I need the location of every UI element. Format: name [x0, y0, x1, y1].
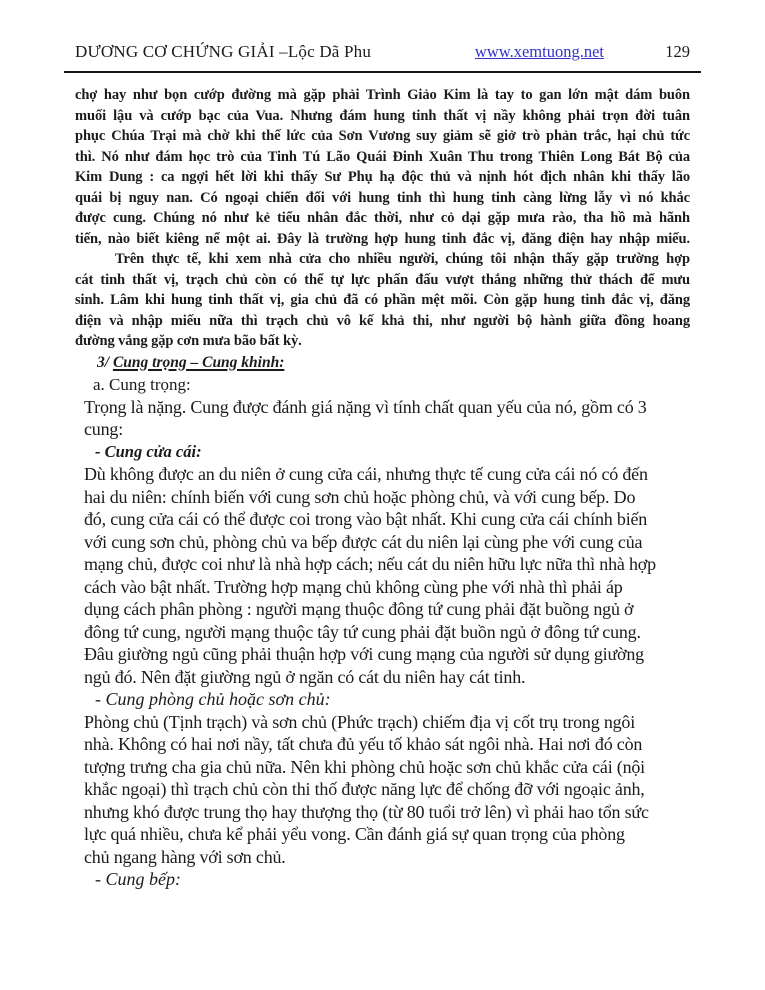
section-heading	[97, 352, 690, 374]
paragraph-line: quái bị nguy nan. Có ngoại chiến đối với hung tinh thì hung tinh càng lừng lẫy vì nó khắc	[75, 189, 690, 206]
paragraph-line: Dù không được an du niên ở cung cửa cái, nhưng thực tế cung cửa cái nó có đến	[84, 464, 648, 484]
paragraph-line: tiến, nào biết kiêng nể một ai. Đây là trường hợp hung tinh đắc vị, đăng điện hay nhập miếu.	[75, 230, 690, 247]
document-title: DƯƠNG CƠ CHỨNG GIẢI –Lộc Dã Phu	[75, 42, 372, 61]
heading-number: 3/	[97, 353, 113, 371]
paragraph-line: tượng trưng cha gia chủ nữa. Nên khi phòng chủ hoặc sơn chủ khắc cửa cái (nội	[84, 756, 645, 777]
paragraph-line: được cung. Chúng nó như kẻ tiểu nhân đắc thời, như cỏ dại gặp mưa rào, tha hồ mà hãnh	[75, 210, 690, 226]
paragraph-line: cát tinh thất vị, trạch chủ còn có thể tự lực phấn đấu vượt thắng những thử thách để mưu	[75, 271, 690, 288]
paragraph-line: Đâu giường ngủ cũng phải thuận hợp với cung mạng của người sử dụng giường	[84, 644, 644, 664]
paragraph-line: mạng chủ, được coi như là nhà hợp cách; nếu cát du niên hữu lực nữa thì nhà hợp	[84, 554, 656, 574]
paragraph-line: đường vắng gặp cơn mưa bão bất kỳ.	[75, 333, 302, 349]
paragraph-line: phục Chúa Trại mà chờ khi thế lức của Sơn Vương suy giảm sẽ giở trò phản trắc, hại chủ tức	[75, 128, 690, 144]
website-link[interactable]: www.xemtuong.net	[474, 42, 604, 61]
paragraph-line: sinh. Lâm khi hung tinh thất vị, gia chủ đã có phần mệt mõi. Còn gặp hung tinh đắc vị, đăng	[75, 292, 690, 308]
paragraph-line: hai du niên: chính biến với cung sơn chủ hoặc phòng chủ, và với cung bếp. Do	[84, 486, 636, 507]
bullet-heading: - Cung cửa cái:	[95, 441, 202, 461]
paragraph-line: đông tứ cung, người mạng thuộc tây tứ cung phải đặt buồn ngủ ở đông tứ cung.	[84, 621, 641, 642]
bullet-heading: - Cung bếp:	[95, 869, 181, 889]
bullet-heading: - Cung phòng chủ hoặc sơn chủ:	[95, 689, 331, 709]
page-number: 129	[665, 42, 690, 61]
paragraph-line: dụng cách phân phòng : người mạng thuộc đông tứ cung phải đặt buồng ngủ ở	[84, 599, 634, 619]
paragraph-line: thì. Nó như đám học trò của Tinh Tú Lão Quái Đinh Xuân Thu trong Thiên Long Bát Bộ của	[75, 148, 690, 165]
page-header	[0, 0, 765, 62]
paragraph-line: ngủ đó. Nên đặt giường ngủ ở ngăn có cát du niên hay cát tinh.	[84, 666, 526, 687]
paragraph-line: với cung sơn chủ, phòng chủ va bếp được cát du niên lại cùng phe với cung của	[84, 531, 643, 552]
paragraph-line: lực quá nhiều, chưa kể phải yểu vong. Cần đánh giá sự quan trọng của phòng	[84, 824, 625, 844]
paragraph-line: chủ ngang hàng với sơn chủ.	[84, 846, 286, 867]
paragraph-line: Phòng chủ (Tịnh trạch) và sơn chủ (Phức trạch) chiếm địa vị cốt trụ trong ngôi	[84, 711, 636, 732]
paragraph-line: Kim Dung : ca ngợi hết lời khi thấy Sư Phụ hạ độc thủ và nịnh hót địch nhân khi thấy lão	[75, 169, 690, 185]
paragraph-line: cách vào bật nhất. Trường hợp mạng chủ không cùng phe với nhà thì phải áp	[84, 576, 623, 597]
paragraph-line: cung:	[84, 419, 123, 439]
paragraph-line: nhà. Không có hai nơi nầy, tất chưa đủ yếu tố khảo sát ngôi nhà. Hai nơi đó còn	[84, 734, 643, 754]
paragraph-line: chợ hay như bọn cướp đường mà gặp phải Trình Giảo Kim là tay to gan lớn mật dám buôn	[75, 87, 690, 103]
document-body	[0, 73, 765, 891]
paragraph-line: nhưng khó được trung thọ hay thượng thọ (từ 80 tuổi trở lên) vì phải hao tổn sức	[84, 801, 649, 822]
paragraph-line: Trên thực tế, khi xem nhà cửa cho nhiều người, chúng tôi nhận thấy gặp trường hợp	[115, 251, 690, 267]
paragraph-line: khắc ngoại) thì trạch chủ còn thi thố được năng lực để chống đỡ với ngoạic ảnh,	[84, 779, 645, 799]
paragraph-line: điện và nhập miếu nữa thì trạch chủ vô kế khả thi, như người bộ hành giữa đồng hoang	[75, 312, 690, 329]
heading-text: Cung trọng – Cung khinh:	[112, 353, 285, 371]
paragraph-line: đó, cung cửa cái có thể được coi trong vào bật nhất. Khi cung cửa cái chính biến	[84, 509, 648, 529]
paragraph-line: Trọng là nặng. Cung được đánh giá nặng vì tính chất quan yếu của nó, gồm có 3	[84, 396, 647, 417]
sub-heading: a. Cung trọng:	[93, 374, 191, 394]
paragraph-line: muối lậu và cướp bạc của Vua. Nhưng đám hung tinh thất vị nầy không phải trọn đời tuân	[75, 107, 690, 124]
